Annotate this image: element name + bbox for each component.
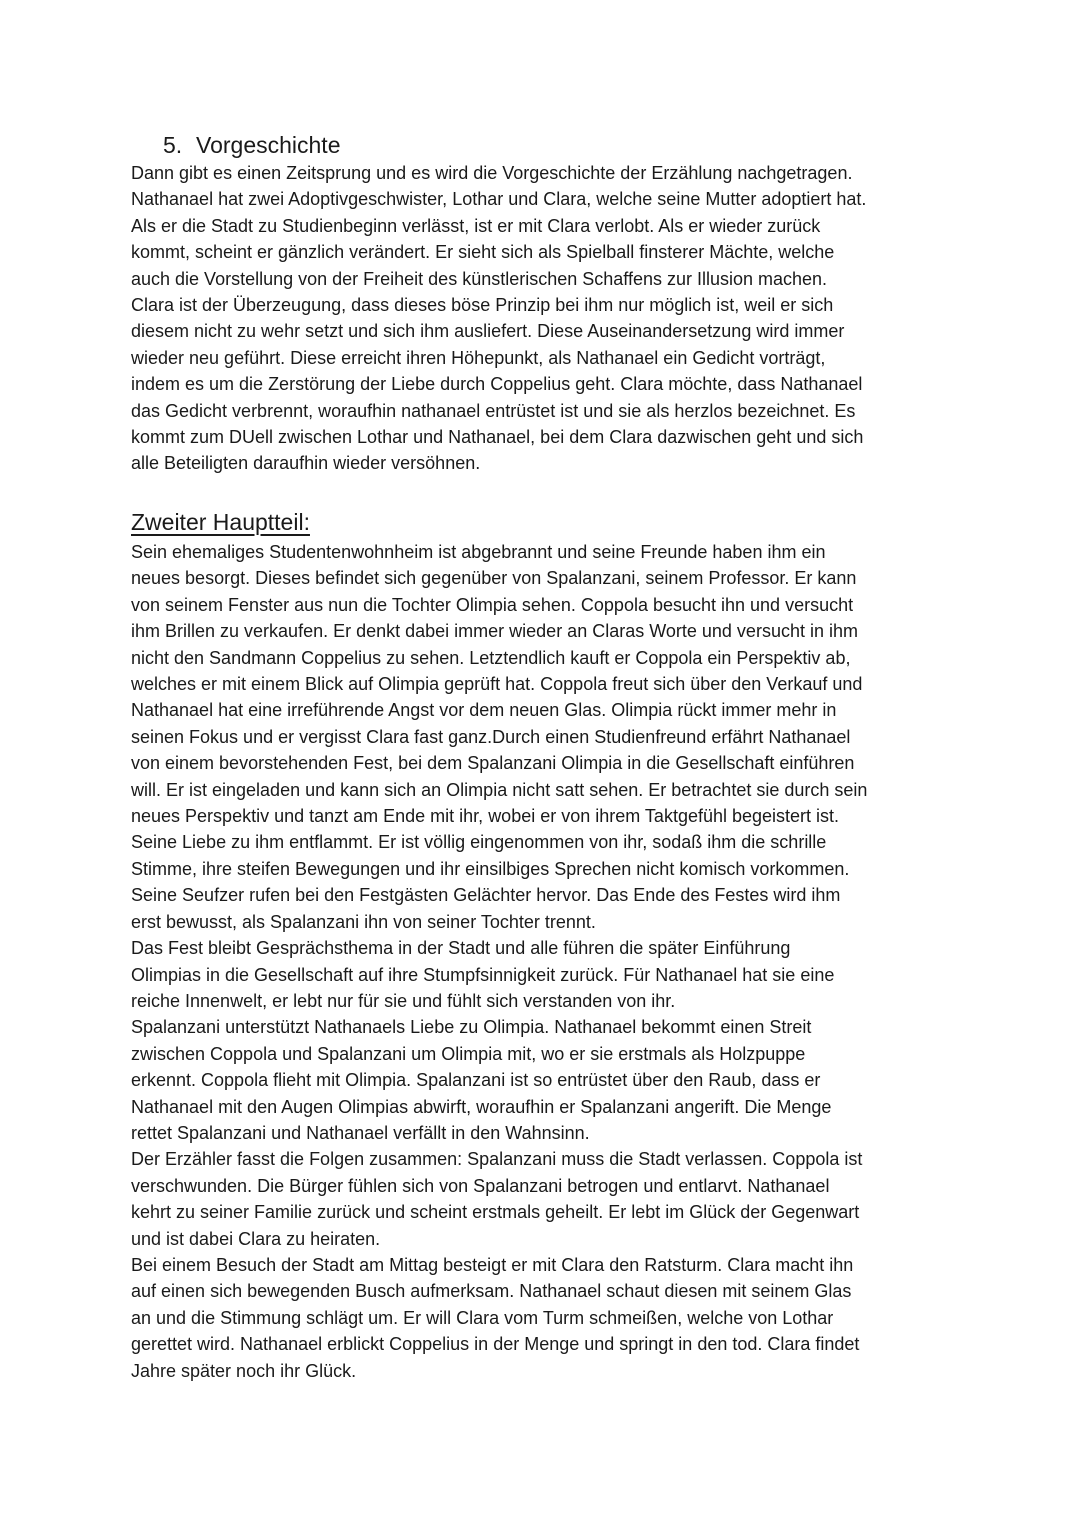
text-line: Bei einem Besuch der Stadt am Mittag besteigt er mit Clara den Ratsturm. Clara macht ihn	[131, 1254, 854, 1275]
text-line: diesem nicht zu wehr setzt und sich ihm ausliefert. Diese Auseinandersetzung wird immer	[131, 321, 845, 342]
text-line: das Gedicht verbrennt, woraufhin nathanael entrüstet ist und sie als herzlos bezeichnet. Es	[131, 400, 856, 421]
text-line: Nathanael mit den Augen Olimpias abwirft, woraufhin er Spalanzani angerift. Die Menge	[131, 1096, 832, 1117]
text-line: zwischen Coppola und Spalanzani um Olimpia mit, wo er sie erstmals als Holzpuppe	[131, 1043, 806, 1064]
text-line: verschwunden. Die Bürger fühlen sich von Spalanzani betrogen und entlarvt. Nathanael	[131, 1175, 830, 1196]
text-line: welches er mit einem Blick auf Olimpia geprüft hat. Coppola freut sich über den Verkauf und	[131, 674, 863, 695]
section-title: Vorgeschichte	[196, 132, 341, 158]
text-line: Spalanzani unterstützt Nathanaels Liebe zu Olimpia. Nathanael bekommt einen Streit	[131, 1017, 812, 1038]
text-line: kommt zum DUell zwischen Lothar und Nathanael, bei dem Clara dazwischen geht und sich	[131, 427, 864, 448]
text-line: Clara ist der Überzeugung, dass dieses böse Prinzip bei ihm nur möglich ist, weil er sich	[131, 295, 834, 316]
text-line: Der Erzähler fasst die Folgen zusammen: Spalanzani muss die Stadt verlassen. Coppola ist	[131, 1149, 863, 1170]
text-line: ihm Brillen zu verkaufen. Er denkt dabei immer wieder an Claras Worte und versucht in ihm	[131, 621, 858, 642]
text-line: auch die Vorstellung von der Freiheit des künstlerischen Schaffens zur Illusion machen.	[131, 268, 828, 289]
text-line: kehrt zu seiner Familie zurück und scheint erstmals geheilt. Er lebt im Glück der Gegenwart	[131, 1202, 860, 1223]
text-line: Dann gibt es einen Zeitsprung und es wird die Vorgeschichte der Erzählung nachgetragen.	[131, 163, 853, 183]
text-line: und ist dabei Clara zu heiraten.	[131, 1228, 381, 1249]
zweiter-hauptteil-paragraph	[131, 539, 961, 1384]
text-line: will. Er ist eingeladen und kann sich an Olimpia nicht satt sehen. Er betrachtet sie durch sein	[131, 779, 868, 800]
text-line: Seine Seufzer rufen bei den Festgästen Gelächter hervor. Das Ende des Festes wird ihm	[131, 885, 841, 906]
text-line: Nathanael hat eine irreführende Angst vor dem neuen Glas. Olimpia rückt immer mehr in	[131, 700, 837, 721]
text-line: von einem bevorstehenden Fest, bei dem Spalanzani Olimpia in die Gesellschaft einführen	[131, 753, 855, 774]
text-line: Das Fest bleibt Gesprächsthema in der Stadt und alle führen die später Einführung	[131, 938, 791, 959]
text-line: kommt, scheint er gänzlich verändert. Er sieht sich als Spielball finsterer Mächte, welche	[131, 242, 835, 263]
text-line: Jahre später noch ihr Glück.	[131, 1360, 357, 1381]
text-line: indem es um die Zerstörung der Liebe durch Coppelius geht. Clara möchte, dass Nathanael	[131, 374, 863, 395]
text-line: Sein ehemaliges Studentenwohnheim ist abgebrannt und seine Freunde haben ihm ein	[131, 542, 826, 562]
text-line: Als er die Stadt zu Studienbeginn verlässt, ist er mit Clara verlobt. Als er wieder zurück	[131, 215, 821, 236]
text-line: rettet Spalanzani und Nathanael verfällt in den Wahnsinn.	[131, 1122, 590, 1143]
text-line: an und die Stimmung schlägt um. Er will Clara vom Turm schmeißen, welche von Lothar	[131, 1307, 834, 1328]
text-line: alle Beteiligten daraufhin wieder versöhnen.	[131, 453, 481, 474]
section-number: 5.	[163, 132, 183, 158]
vorgeschichte-paragraph	[131, 160, 961, 477]
text-line: Olimpias in die Gesellschaft auf ihre Stumpfsinnigkeit zurück. Für Nathanael hat sie eine	[131, 964, 835, 985]
text-line: auf einen sich bewegenden Busch aufmerksam. Nathanael schaut diesen mit seinem Glas	[131, 1281, 852, 1302]
text-line: neues besorgt. Dieses befindet sich gegenüber von Spalanzani, seinem Professor. Er kann	[131, 568, 857, 589]
text-line: erkennt. Coppola flieht mit Olimpia. Spalanzani ist so entrüstet über den Raub, dass er	[131, 1070, 821, 1091]
text-line: neues Perspektiv und tanzt am Ende mit ihr, wobei er von ihrem Taktgefühl begeistert ist.	[131, 806, 840, 827]
text-line: erst bewusst, als Spalanzani ihn von seiner Tochter trennt.	[131, 911, 596, 932]
text-line: Nathanael hat zwei Adoptivgeschwister, Lothar und Clara, welche seine Mutter adoptiert hat.	[131, 189, 867, 210]
text-line: nicht den Sandmann Coppelius zu sehen. Letztendlich kauft er Coppola ein Perspektiv ab,	[131, 647, 851, 668]
text-line: Stimme, ihre steifen Bewegungen und ihr einsilbiges Sprechen nicht komisch vorkommen.	[131, 858, 850, 879]
text-line: gerettet wird. Nathanael erblickt Coppelius in der Menge und springt in den tod. Clara findet	[131, 1334, 860, 1355]
text-line: wieder neu geführt. Diese erreicht ihren Höhepunkt, als Nathanael ein Gedicht vorträgt,	[131, 347, 826, 368]
part-heading-zweiter-hauptteil: Zweiter Hauptteil:	[131, 509, 310, 535]
text-line: von seinem Fenster aus nun die Tochter Olimpia sehen. Coppola besucht ihn und versucht	[131, 594, 854, 615]
text-line: Seine Liebe zu ihm entflammt. Er ist völlig eingenommen von ihr, sodaß ihm die schrille	[131, 832, 827, 853]
text-line: seinen Fokus und er vergisst Clara fast ganz.Durch einen Studienfreund erfährt Nathanael	[131, 726, 851, 747]
section-heading-vorgeschichte	[163, 130, 340, 160]
text-line: reiche Innenwelt, er lebt nur für sie und fühlt sich verstanden von ihr.	[131, 990, 676, 1011]
